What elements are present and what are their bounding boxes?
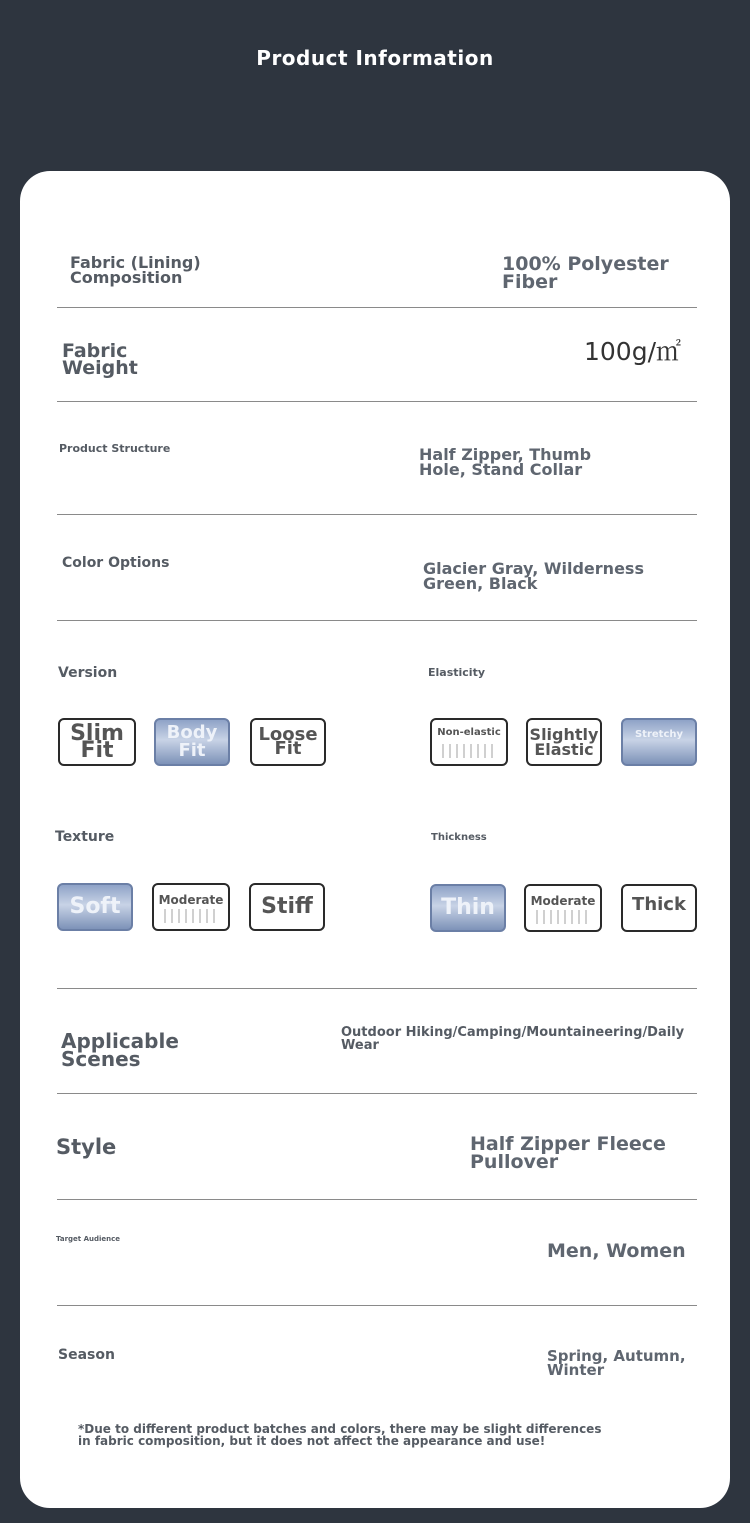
- footnote: *Due to different product batches and colors, there may be slight differences in fabric composition, but it does not affect the appearance and use!: [78, 1422, 602, 1448]
- target-audience-label: Target Audience: [56, 1235, 121, 1243]
- texture-option-soft[interactable]: Soft: [57, 883, 133, 931]
- color-options-value: Glacier Gray, Wilderness Green, Black: [423, 559, 644, 593]
- texture-option-stiff[interactable]: Stiff: [249, 883, 325, 931]
- divider: [57, 307, 697, 308]
- divider: [57, 1093, 697, 1094]
- elasticity-label: Elasticity: [428, 666, 486, 679]
- elasticity-option-non-elastic[interactable]: Non-elastic: [430, 718, 508, 766]
- divider: [57, 620, 697, 621]
- fabric-composition-label: Fabric (Lining) Composition: [70, 253, 201, 287]
- elasticity-option-slightly-elastic[interactable]: Slightly Elastic: [526, 718, 602, 766]
- divider: [57, 1305, 697, 1306]
- applicable-scenes-value: Outdoor Hiking/Camping/Mountaineering/Daily Wear: [341, 1025, 685, 1053]
- version-option-body-fit[interactable]: Body Fit: [154, 718, 230, 766]
- product-info-card: [20, 171, 730, 1508]
- texture-pattern: [164, 909, 218, 923]
- color-options-label: Color Options: [62, 555, 170, 571]
- thickness-option-thin[interactable]: Thin: [430, 884, 506, 932]
- page-title: Product Information: [256, 46, 494, 70]
- divider: [57, 401, 697, 402]
- fabric-composition-value: 100% Polyester Fiber: [502, 253, 669, 293]
- applicable-scenes-label: Applicable Scenes: [61, 1029, 179, 1071]
- thickness-option-thick[interactable]: Thick: [621, 884, 697, 932]
- texture-pattern: [536, 910, 590, 924]
- season-value: Spring, Autumn, Winter: [547, 1347, 686, 1379]
- season-label: Season: [58, 1347, 115, 1363]
- product-structure-label: Product Structure: [59, 442, 171, 455]
- divider: [57, 988, 697, 989]
- version-option-loose-fit[interactable]: Loose Fit: [250, 718, 326, 766]
- style-label: Style: [56, 1135, 117, 1159]
- texture-option-moderate[interactable]: Moderate: [152, 883, 230, 931]
- thickness-option-moderate[interactable]: Moderate: [524, 884, 602, 932]
- texture-pattern: [442, 744, 496, 758]
- elasticity-option-stretchy[interactable]: Stretchy: [621, 718, 697, 766]
- fabric-weight-value: 100g/㎡: [584, 337, 682, 366]
- divider: [57, 1199, 697, 1200]
- version-option-slim-fit[interactable]: Slim Fit: [58, 718, 136, 766]
- target-audience-value: Men, Women: [547, 1240, 686, 1262]
- product-structure-value: Half Zipper, Thumb Hole, Stand Collar: [419, 445, 592, 479]
- texture-label: Texture: [55, 829, 115, 845]
- fabric-weight-label: Fabric Weight: [62, 340, 138, 379]
- version-label: Version: [58, 665, 118, 681]
- divider: [57, 514, 697, 515]
- style-value: Half Zipper Fleece Pullover: [470, 1133, 666, 1173]
- thickness-label: Thickness: [431, 832, 487, 843]
